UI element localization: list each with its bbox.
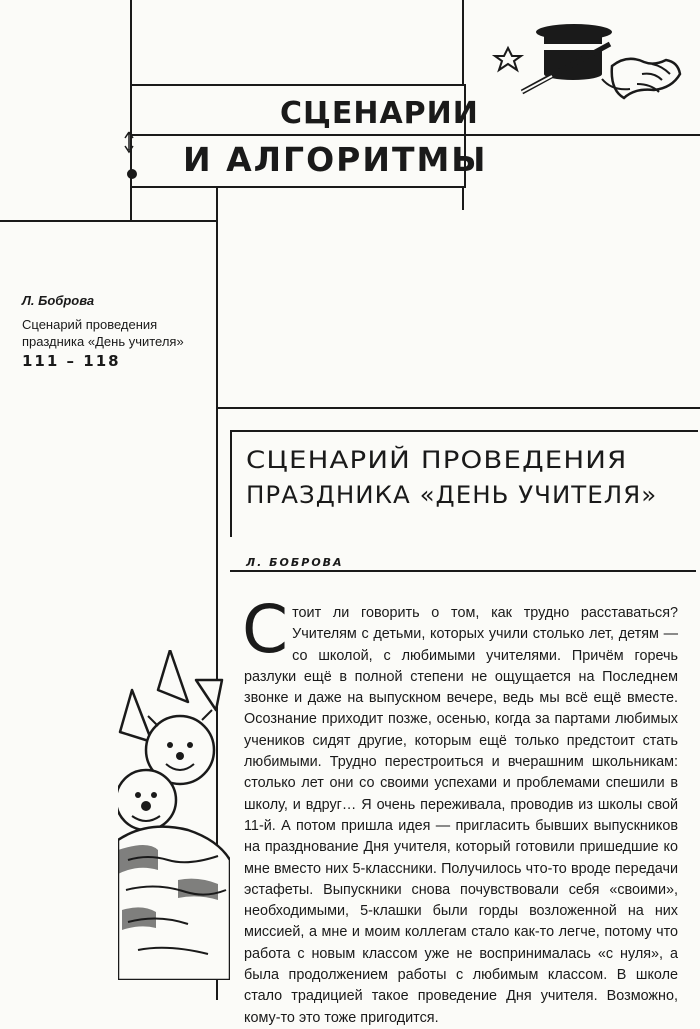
magic-hat-icon <box>492 4 692 114</box>
section-heading-line1: СЦЕНАРИИ <box>280 96 479 131</box>
author-rule <box>230 570 696 572</box>
section-heading-line2: И АЛГОРИТМЫ <box>183 140 488 179</box>
section-heading-divider <box>130 134 464 136</box>
arrow-mark-icon <box>122 130 136 154</box>
article-title-line2: ПРАЗДНИКА «ДЕНЬ УЧИТЕЛЯ» <box>246 481 658 509</box>
article-author: Л. БОБРОВА <box>246 556 344 569</box>
article-body-text: тоит ли говорить о том, как трудно расставаться? Учителям с детьми, которых учили столько лет, детям — со школой, с любимыми учителями. Причём горечь разлуки ещё в полной степени не ощущается на Последнем звонке и даже на выпускном вечере, ведь мы всё ещё вместе. Осознание приходит позже, осенью, когда за партами любимых учеников сидят другие, которым ещё только предстоит стать любимыми. Трудно перестроиться и вчерашним школьникам: столько лет они со своими успехами и проблемами спешили в школу, и вдруг… Я очень переживала, проводив из школы свой 11-й. А потом пришла идея — пригласить бывших выпускников на празднование Дня учителя, который готовили пришедшие ко мне вместо них 5-классники. Получилось что-то вроде передачи эстафеты. Выпускники снова почувствовали себя «своими», необходимыми, 5-клашки были горды возложенной на них миссией, а мне и моим коллегам стало как-то легче, потому что работа с новым классом уже не воспринималась «с нуля», а была продолжением работы с любимым классом. В школе стало традицией такое проведение Дня учителя. Возможно, кому-то это тоже пригодится. <box>244 605 678 1026</box>
reference-pages: 111 – 118 <box>22 352 121 370</box>
reference-author: Л. Боброва <box>22 293 95 308</box>
article-body <box>242 591 678 1029</box>
article-title-line1: СЦЕНАРИЙ ПРОВЕДЕНИЯ <box>246 446 628 474</box>
drop-cap: С <box>242 591 289 668</box>
grid-horizontal-line <box>462 134 700 136</box>
grid-horizontal-line <box>216 407 700 409</box>
reference-title: Сценарий проведения праздника «День учителя» <box>22 317 184 349</box>
clowns-icon <box>118 650 230 980</box>
bullet-dot-icon <box>127 169 137 179</box>
grid-horizontal-line <box>0 220 218 222</box>
